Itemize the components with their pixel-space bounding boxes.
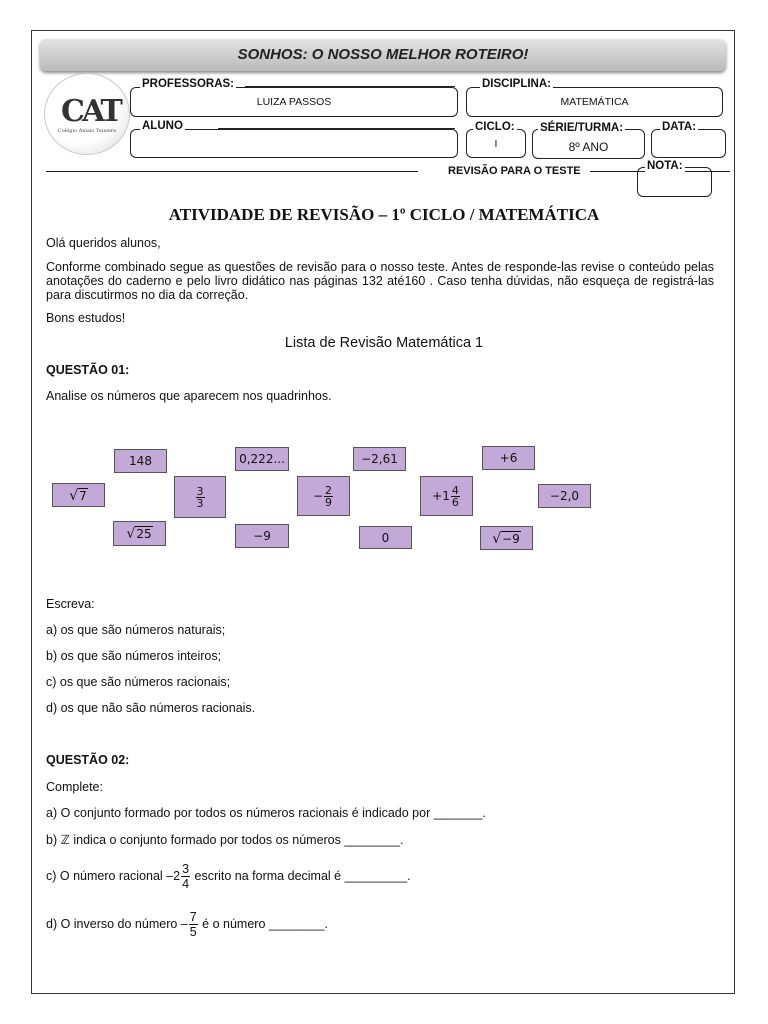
neg29-numerator: 2 xyxy=(325,483,333,497)
page-title: ATIVIDADE DE REVISÃO – 1º CICLO / MATEMÁTICA xyxy=(168,205,600,224)
mixed-numerator: 4 xyxy=(451,483,459,497)
q2-d-numerator: 7 xyxy=(189,909,197,924)
professoras-value: LUIZA PASSOS xyxy=(256,96,332,108)
sqrt7-arg: 7 xyxy=(79,488,87,503)
revisao-line-left xyxy=(46,171,418,172)
number-box-zero: 0 xyxy=(359,526,412,549)
sqrt25-arg: 25 xyxy=(136,527,152,541)
aluno-line xyxy=(218,128,455,129)
number-box-148: 148 xyxy=(114,449,167,473)
sqrt-neg9-arg: −9 xyxy=(502,531,520,546)
greeting: Olá queridos alunos, xyxy=(46,236,161,250)
number-box-neg9: −9 xyxy=(235,524,289,548)
number-box-mixed-1-4-6 xyxy=(420,476,473,516)
ciclo-value: I xyxy=(494,138,498,150)
revisao-label: REVISÃO PARA O TESTE xyxy=(448,165,581,177)
frac33-numerator: 3 xyxy=(196,484,204,498)
nota-label: NOTA: xyxy=(647,160,683,172)
closing: Bons estudos! xyxy=(46,311,126,325)
number-box-neg261: −2,61 xyxy=(353,447,406,471)
q2-item-b: b) ℤ indica o conjunto formado por todos os números ________. xyxy=(46,833,404,847)
q2-d-suffix: é o número ________. xyxy=(198,917,328,931)
q2-d-denominator: 5 xyxy=(189,924,197,939)
data-field[interactable] xyxy=(651,129,726,158)
q2-c-suffix: escrito na forma decimal é _________. xyxy=(191,869,411,883)
aluno-label: ALUNO xyxy=(142,120,183,132)
motto-banner xyxy=(40,39,726,71)
mixed-whole: +1 xyxy=(432,489,450,503)
disciplina-label: DISCIPLINA: xyxy=(482,78,551,90)
number-box-0222: 0,222... xyxy=(235,447,289,471)
q1-instruction: Escreva: xyxy=(46,597,95,611)
number-box-sqrt7: √ 7 xyxy=(52,483,105,507)
serie-label: SÉRIE/TURMA: xyxy=(540,122,624,134)
q1-item-d: d) os que não são números racionais. xyxy=(46,701,256,715)
number-box-fraction-3-3 xyxy=(174,476,226,518)
page-border xyxy=(31,30,735,994)
neg29-sign: − xyxy=(312,489,324,503)
q2-item-c xyxy=(46,859,411,893)
q2-item-a: a) O conjunto formado por todos os números racionais é indicado por _______. xyxy=(46,806,486,820)
aluno-field[interactable] xyxy=(130,129,458,158)
ciclo-label: CICLO: xyxy=(475,121,515,133)
data-label: DATA: xyxy=(662,121,697,133)
mixed-denominator: 6 xyxy=(451,495,459,509)
serie-value: 8º ANO xyxy=(568,140,609,154)
number-box-neg20: −2,0 xyxy=(538,484,591,508)
number-box-sqrt25: √ 25 xyxy=(113,521,166,546)
list-title: Lista de Revisão Matemática 1 xyxy=(284,335,484,351)
q2-c-prefix: c) O número racional –2 xyxy=(46,869,181,883)
professoras-line xyxy=(245,86,455,87)
q1-item-c: c) os que são números racionais; xyxy=(46,675,231,689)
q1-item-b: b) os que são números inteiros; xyxy=(46,649,222,663)
q2-instruction: Complete: xyxy=(46,780,103,794)
number-box-sqrt-neg9: √ −9 xyxy=(480,526,533,550)
neg29-denominator: 9 xyxy=(325,495,333,509)
q2-d-prefix: d) O inverso do número – xyxy=(46,917,188,931)
professoras-label: PROFESSORAS: xyxy=(142,78,235,90)
number-box-fraction-neg-2-9 xyxy=(297,476,350,516)
school-logo xyxy=(44,73,130,155)
q2-c-denominator: 4 xyxy=(182,876,190,891)
q2-item-d xyxy=(46,907,328,941)
q2-c-numerator: 3 xyxy=(182,861,190,876)
q2-heading: QUESTÃO 02: xyxy=(46,753,130,767)
intro-paragraph: Conforme combinado segue as questões de revisão para o nosso teste. Antes de responde-las revise o conteúdo pelas anotações do caderno e pelo livro didático nas páginas 132 até160 . Caso tenha dúvidas, não esqueça de registrá-las para discutirmos no dia da correção. xyxy=(46,260,714,302)
motto-text: SONHOS: O NOSSO MELHOR ROTEIRO! xyxy=(237,46,529,63)
disciplina-value: MATEMÁTICA xyxy=(560,96,629,108)
frac33-denominator: 3 xyxy=(196,496,204,510)
q1-item-a: a) os que são números naturais; xyxy=(46,623,226,637)
q1-heading: QUESTÃO 01: xyxy=(46,363,130,377)
logo-caption: Colégio Anísio Teixeira xyxy=(57,128,117,134)
logo-mark: CAT xyxy=(61,94,120,129)
q1-prompt: Analise os números que aparecem nos quadrinhos. xyxy=(46,389,332,403)
number-box-plus6: +6 xyxy=(482,446,535,470)
